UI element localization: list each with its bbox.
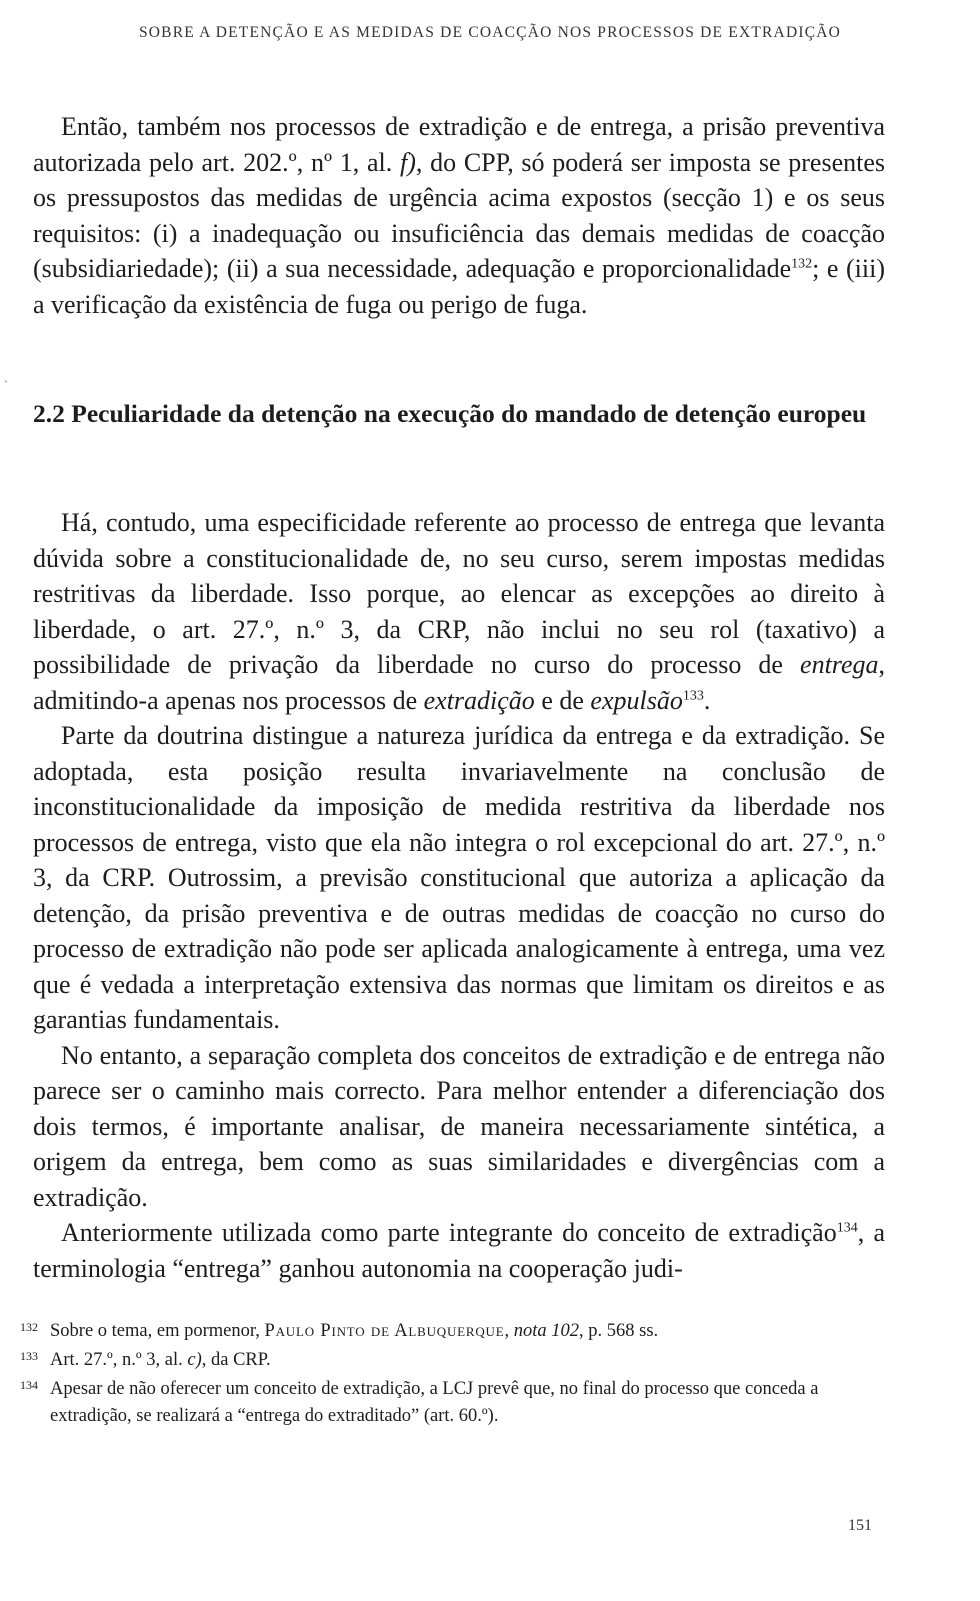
footnote-ref-133[interactable]: 133 [682, 687, 704, 703]
paragraph-prisao-preventiva: Então, também nos processos de extradição e de entrega, a prisão preventiva autorizada pelo art. 202.º, nº 1, al. f), do CPP, só poderá ser imposta se presentes os pressupostos das medidas de urgência acima expostos (secção 1) e os seus requisitos: (i) a inadequação ou insuficiência das demais medidas de coacção (subsidiariedade); (ii) a sua necessidade, adequação e proporcionalidade$^{132}$; e (iii) a verificação da existência de fuga ou perigo de fuga. [33, 112, 885, 319]
footnote-ref-134[interactable]: 134 [836, 1220, 858, 1236]
footnote-number: 132 [20, 1320, 38, 1334]
page-number: 151 [848, 1517, 872, 1534]
text-block-main [33, 505, 885, 1286]
footnotes [20, 1318, 885, 1432]
running-header: SOBRE A DETENÇÃO E AS MEDIDAS DE COACÇÃO NOS PROCESSOS DE EXTRADIÇÃO [138, 24, 842, 41]
footnote-132: 132 Sobre o tema, em pormenor, Paulo Pinto de Albuquerque, nota 102, p. 568 ss. [20, 1318, 885, 1345]
footnote-number: 133 [20, 1349, 38, 1363]
footnote-number: 134 [20, 1378, 38, 1392]
footnote-133: 133 Art. 27.º, n.º 3, al. c), da CRP. [20, 1347, 885, 1374]
stray-mark: ` [4, 378, 8, 392]
footnote-ref-132[interactable]: 132 [791, 256, 813, 272]
paragraph-doutrina: Parte da doutrina distingue a natureza jurídica da entrega e da extradição. Se adoptada, esta posição resulta invariavelmente na conclusão de inconstitucionalidade da imposição de medida restritiva da liberdade nos processos de entrega, visto que ela não integra o rol excepcional do art. 27.º, n.º 3, da CRP. Outrossim, a previsão constitucional que autoriza a aplicação da detenção, da prisão preventiva e de outras medidas de coacção no curso do processo de extradição não pode ser aplicada analogicamente à entrega, uma vez que é vedada a interpretação extensiva das normas que limitam os direitos e as garantias fundamentais. [33, 721, 885, 1034]
section-heading: 2.2 Peculiaridade da detenção na execução do mandado de detenção europeu [33, 399, 867, 428]
paragraph-terminologia: Anteriormente utilizada como parte integrante do conceito de extradição$^{134}$, a terminologia “entrega” ganhou autonomia na cooperação judi- [33, 1218, 885, 1283]
footnote-134: 134 Apesar de não oferecer um conceito de extradição, a LCJ prevê que, no final do processo que conceda a extradição, se realizará a “entrega do extraditado” (art. 60.º). [20, 1376, 885, 1430]
paragraph-separacao: No entanto, a separação completa dos conceitos de extradição e de entrega não parece ser o caminho mais correcto. Para melhor entender a diferenciação dos dois termos, é importante analisar, de maneira necessariamente sintética, a origem da entrega, bem como as suas similaridades e divergências com a extradição. [33, 1040, 885, 1212]
paragraph-especificidade: Há, contudo, uma especificidade referente ao processo de entrega que levanta dúvida sobre a constitucionalidade de, no seu curso, serem impostas medidas restritivas da liberdade. Isso porque, ao elencar as excepções ao direito à liberdade, o art. 27.º, n.º 3, da CRP, não inclui no seu rol (taxativo) a possibilidade de privação da liberdade no curso do processo de entrega, admitindo-a apenas nos processos de extradição e de expulsão$^{133}$. [33, 508, 885, 715]
author-name: Paulo Pinto de Albuquerque [264, 1321, 505, 1341]
text-block-intro [33, 109, 885, 322]
